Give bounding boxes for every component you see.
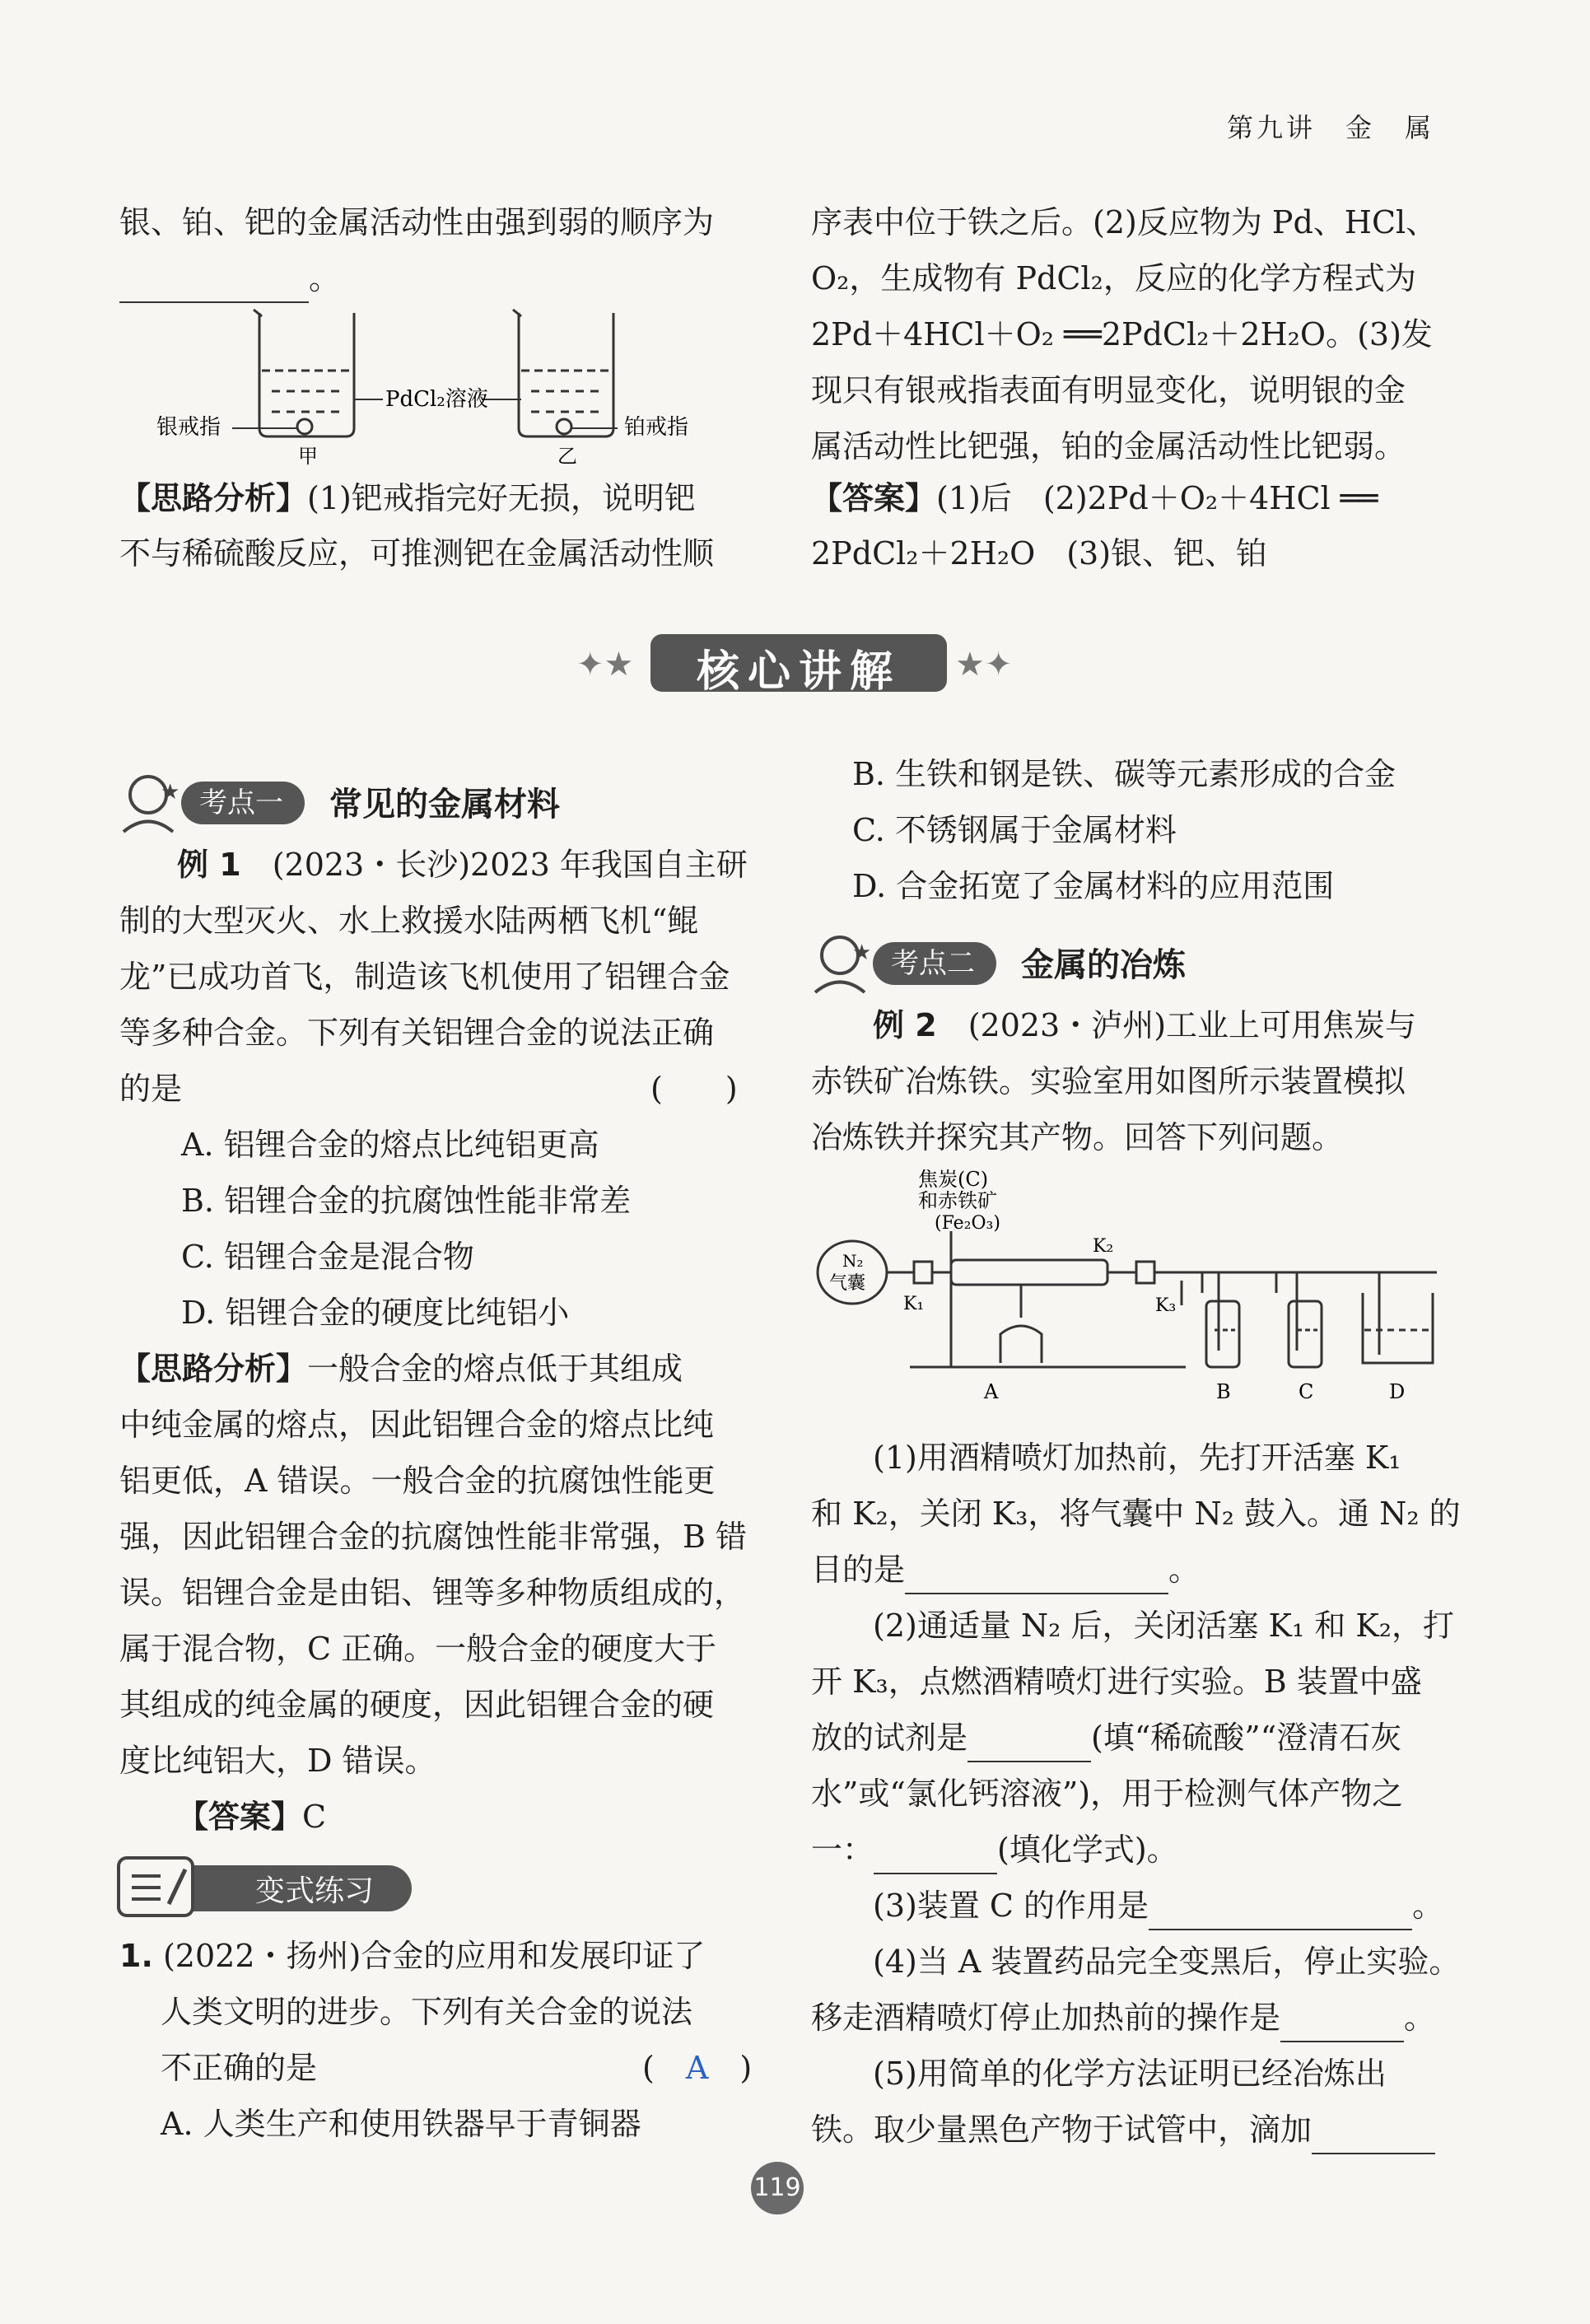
q2-line-3: 放的试剂是 (填“稀硫酸”“澄清石灰 (811, 1713, 1401, 1762)
practice-1-line-2: 人类文明的进步。下列有关合金的说法 (161, 1994, 693, 2030)
label-k3: K₃ (1155, 1295, 1177, 1316)
reaction-tube (951, 1260, 1107, 1285)
left-top-line-2: 。 (119, 254, 340, 303)
page-number: 119 (751, 2162, 804, 2214)
q4-line-2: 移走酒精喷灯停止加热前的操作是 。 (811, 1993, 1435, 2042)
kaodian-2-tag: 考点二 (873, 942, 996, 985)
left-analysis-1: 【思路分析】(1)钯戒指完好无损，说明钯 (119, 480, 696, 516)
label-pdcl2-solution: PdCl₂溶液 (385, 387, 488, 412)
right-answer-2: 2PdCl₂＋2H₂O (3)银、钯、铂 (811, 535, 1268, 572)
right-top-1: 序表中位于铁之后。(2)反应物为 Pd、HCl、 (811, 204, 1438, 240)
right-top-2: O₂，生成物有 PdCl₂，反应的化学方程式为 (811, 260, 1416, 296)
label-jia: 甲 (298, 445, 318, 468)
label-a: A (984, 1380, 999, 1403)
practice-1-option-d[interactable]: D. 合金拓宽了金属材料的应用范围 (852, 868, 1335, 904)
q2-line-2: 开 K₃，点燃酒精喷灯进行实验。B 装置中盛 (811, 1664, 1422, 1700)
q1-blank[interactable] (905, 1560, 1168, 1594)
example-1-option-c[interactable]: C. 铝锂合金是混合物 (181, 1239, 474, 1275)
bottle-c (1289, 1301, 1322, 1367)
label-b: B (1216, 1380, 1231, 1403)
right-top-5: 属活动性比钯强，铂的金属活动性比钯弱。 (811, 428, 1406, 464)
label-coke-2: 和赤铁矿 (918, 1189, 997, 1212)
alcohol-burner (1000, 1326, 1042, 1363)
practice-1-option-c[interactable]: C. 不锈钢属于金属材料 (852, 812, 1177, 848)
practice-1-option-a[interactable]: A. 人类生产和使用铁器早于青铜器 (161, 2106, 641, 2142)
kaodian-2-title: 金属的冶炼 (1021, 946, 1186, 984)
example-1-option-d[interactable]: D. 铝锂合金的硬度比纯铝小 (181, 1295, 570, 1331)
label-coke-3: (Fe₂O₃) (935, 1213, 1000, 1234)
beaker-jia (254, 310, 354, 436)
kaodian-1-header (115, 770, 692, 836)
q4-blank[interactable] (1280, 2008, 1404, 2042)
practice-1-line-3: 不正确的是 (161, 2050, 318, 2086)
apparatus-figure (811, 1169, 1437, 1408)
q1-line-2: 和 K₂，关闭 K₃，将气囊中 N₂ 鼓入。通 N₂ 的 (811, 1496, 1461, 1532)
svg-text:★: ★ (852, 940, 872, 965)
q5-line-1: (5)用简单的化学方法证明已经冶炼出 (873, 2056, 1387, 2092)
bottle-b (1206, 1301, 1239, 1367)
answer-blank[interactable] (119, 268, 309, 303)
example-1-line-3: 龙”已成功首飞，制造该飞机使用了铝锂合金 (119, 959, 730, 995)
q2-blank-formula[interactable] (874, 1840, 997, 1874)
q3-line: (3)装置 C 的作用是 。 (873, 1881, 1443, 1930)
svg-text:★: ★ (161, 780, 180, 805)
kaodian-1-title: 常见的金属材料 (329, 786, 560, 824)
beaker-figure (156, 305, 749, 469)
label-platinum-ring: 铂戒指 (624, 415, 689, 440)
running-head: 第九讲 金 属 (1227, 112, 1435, 143)
q2-line-4: 水”或“氯化钙溶液”)，用于检测气体产物之 (811, 1776, 1404, 1812)
q1-line-3: 目的是 。 (811, 1545, 1200, 1594)
right-top-3: 2Pd＋4HCl＋O₂ ══2PdCl₂＋2H₂O。(3)发 (811, 316, 1433, 352)
example-1-analysis-7: 其组成的纯金属的硬度，因此铝锂合金的硬 (119, 1687, 715, 1723)
q5-line-2: 铁。取少量黑色产物于试管中，滴加 (811, 2105, 1435, 2154)
q2-blank-reagent[interactable] (968, 1728, 1091, 1762)
example-1-line-5: 的是 (119, 1071, 183, 1107)
label-n2: N₂ (842, 1251, 864, 1271)
example-1-analysis-2: 中纯金属的熔点，因此铝锂合金的熔点比纯 (119, 1407, 715, 1443)
label-c: C (1299, 1380, 1314, 1403)
example-1-analysis-8: 度比纯铝大，D 错误。 (119, 1743, 436, 1779)
example-1-option-a[interactable]: A. 铝锂合金的熔点比纯铝更高 (181, 1127, 599, 1163)
example-1-line-1: 例 1 (2023・长沙)2023 年我国自主研 (177, 847, 748, 883)
label-gas-bag: 气囊 (829, 1273, 866, 1294)
label-silver-ring: 银戒指 (156, 415, 221, 440)
label-k2: K₂ (1093, 1236, 1114, 1257)
example-1-analysis-1: 【思路分析】一般合金的熔点低于其组成 (119, 1351, 683, 1387)
practice-1-option-b[interactable]: B. 生铁和钢是铁、碳等元素形成的合金 (852, 756, 1396, 792)
example-1-answer: 【答案】C (177, 1799, 327, 1835)
example-1-analysis-6: 属于混合物，C 正确。一般合金的硬度大于 (119, 1631, 717, 1667)
thinker-icon-2 (807, 931, 881, 996)
example-2-line-3: 冶炼铁并探究其产物。回答下列问题。 (811, 1119, 1344, 1155)
section-banner (568, 622, 1029, 700)
beaker-yi (513, 310, 613, 436)
practice-1-answer: ( A ) (642, 2050, 753, 2086)
example-1-analysis-4: 强，因此铝锂合金的抗腐蚀性能非常强，B 错 (119, 1519, 748, 1555)
example-1-paren: ( ) (650, 1071, 738, 1107)
example-1-option-b[interactable]: B. 铝锂合金的抗腐蚀性能非常差 (181, 1183, 632, 1219)
q4-line-1: (4)当 A 装置药品完全变黑后，停止实验。 (873, 1944, 1461, 1980)
right-top-4: 现只有银戒指表面有明显变化，说明银的金 (811, 372, 1406, 408)
right-answer-1: 【答案】(1)后 (2)2Pd＋O₂＋4HCl ══ (811, 480, 1378, 516)
svg-text:★✦: ★✦ (955, 646, 1013, 684)
example-1-analysis-3: 铝更低，A 错误。一般合金的抗腐蚀性能更 (119, 1463, 716, 1499)
kaodian-1-tag: 考点一 (181, 782, 305, 824)
q2-line-1: (2)通适量 N₂ 后，关闭活塞 K₁ 和 K₂，打 (873, 1608, 1454, 1644)
label-coke-1: 焦炭(C) (918, 1169, 989, 1191)
svg-text:✦★: ✦★ (576, 646, 634, 684)
left-analysis-2: 不与稀硫酸反应，可推测钯在金属活动性顺 (119, 535, 715, 572)
section-banner-title: 核心讲解 (696, 647, 901, 697)
example-1-line-4: 等多种合金。下列有关铝锂合金的说法正确 (119, 1015, 715, 1051)
practice-1-line-1: 1. (2022・扬州)合金的应用和发展印证了 (119, 1938, 706, 1974)
q3-blank[interactable] (1149, 1896, 1412, 1930)
q1-line-1: (1)用酒精喷灯加热前，先打开活塞 K₁ (873, 1440, 1401, 1476)
left-top-line-1: 银、铂、钯的金属活动性由强到弱的顺序为 (119, 204, 715, 240)
q5-blank[interactable] (1312, 2120, 1435, 2154)
example-1-analysis-5: 误。铝锂合金是由铝、锂等多种物质组成的， (119, 1575, 746, 1611)
q2-line-5: 一： (填化学式)。 (811, 1825, 1178, 1874)
example-2-line-2: 赤铁矿冶炼铁。实验室用如图所示装置模拟 (811, 1063, 1406, 1099)
kaodian-2-header (807, 931, 1383, 996)
label-d: D (1389, 1380, 1406, 1403)
example-2-line-1: 例 2 (2023・泸州)工业上可用焦炭与 (873, 1007, 1417, 1043)
practice-header (115, 1853, 420, 1919)
label-yi: 乙 (557, 445, 577, 468)
practice-tag: 变式练习 (255, 1874, 375, 1908)
thinker-icon (115, 770, 189, 836)
label-k1: K₁ (903, 1294, 925, 1314)
beaker-d (1363, 1293, 1433, 1363)
example-1-line-2: 制的大型灭火、水上救援水陆两栖飞机“鲲 (119, 903, 699, 939)
